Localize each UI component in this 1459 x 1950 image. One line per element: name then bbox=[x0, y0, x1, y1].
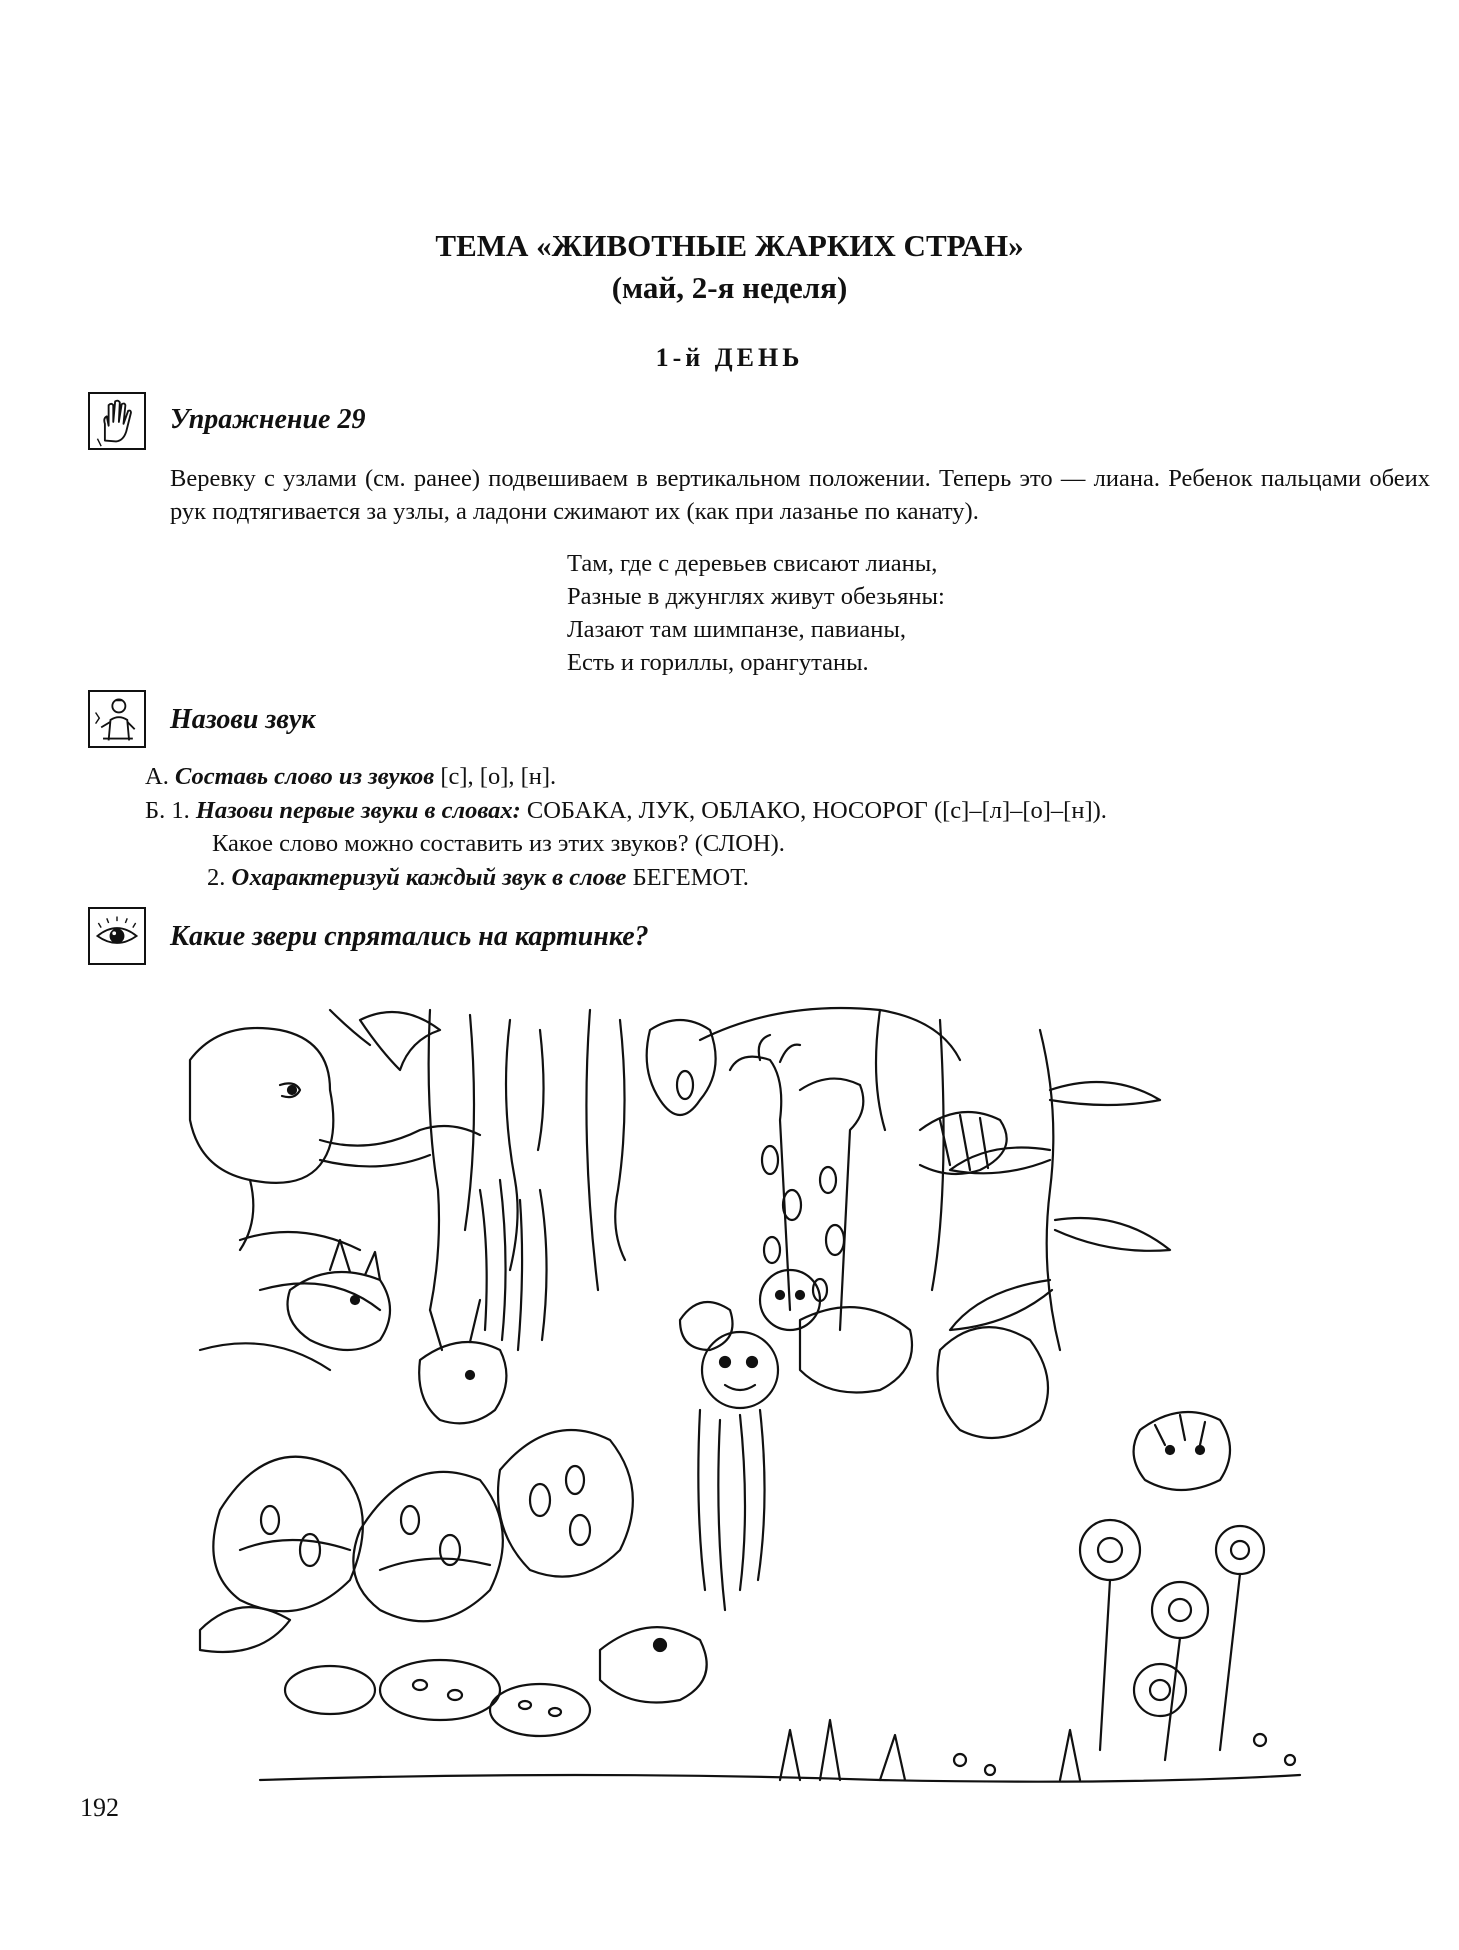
jungle-illustration bbox=[180, 990, 1320, 1800]
poem-line: Там, где с деревьев свисают лианы, bbox=[567, 550, 938, 577]
page-title: ТЕМА «ЖИВОТНЫЕ ЖАРКИХ СТРАН» bbox=[435, 228, 1024, 263]
task-b1-number: 1. bbox=[171, 797, 190, 824]
speaking-child-icon bbox=[88, 690, 146, 748]
page-number: 192 bbox=[80, 1793, 119, 1822]
task-b1 bbox=[145, 794, 1107, 827]
task-a-sounds: [с], [о], [н]. bbox=[434, 763, 557, 790]
exercise-heading: Упражнение 29 bbox=[170, 404, 366, 435]
sound-heading: Назови звук bbox=[170, 704, 316, 735]
exercise-text: Веревку с узлами (см. ранее) подвешиваем в вертикальном положении. Теперь это — лиана. Ребенок пальцами обеих рук подтягивается за узлы, а ладони сжимают их (как при лазанье по канату). bbox=[170, 465, 1430, 525]
eye-icon bbox=[88, 907, 146, 965]
hand-icon bbox=[88, 392, 146, 450]
picture-heading: Какие звери спрятались на картинке? bbox=[170, 921, 649, 952]
task-a-marker: А. bbox=[145, 763, 169, 790]
task-b-marker: Б. bbox=[145, 797, 166, 824]
task-a bbox=[145, 760, 556, 793]
task-a-instruction: Составь слово из звуков bbox=[174, 763, 435, 790]
poem bbox=[567, 547, 945, 679]
task-b2-word: БЕГЕМОТ. bbox=[626, 864, 749, 891]
task-b2-number: 2. bbox=[207, 864, 226, 891]
poem-line: Разные в джунглях живут обезьяны: bbox=[567, 583, 945, 610]
task-b1-instruction: Назови первые звуки в словах: bbox=[195, 797, 521, 824]
task-b1-question: Какое слово можно составить из этих звуков? (СЛОН). bbox=[212, 830, 785, 857]
poem-line: Лазают там шимпанзе, павианы, bbox=[567, 616, 906, 643]
task-b2 bbox=[207, 861, 749, 894]
task-b2-instruction: Охарактеризуй каждый звук в слове bbox=[231, 864, 627, 891]
task-b1-words: СОБАКА, ЛУК, ОБЛАКО, НОСОРОГ ([с]–[л]–[о]–[н]). bbox=[520, 797, 1107, 824]
day-heading: 1-й ДЕНЬ bbox=[655, 343, 804, 372]
poem-line: Есть и гориллы, орангутаны. bbox=[567, 649, 869, 676]
page-subtitle: (май, 2-я неделя) bbox=[611, 270, 848, 305]
